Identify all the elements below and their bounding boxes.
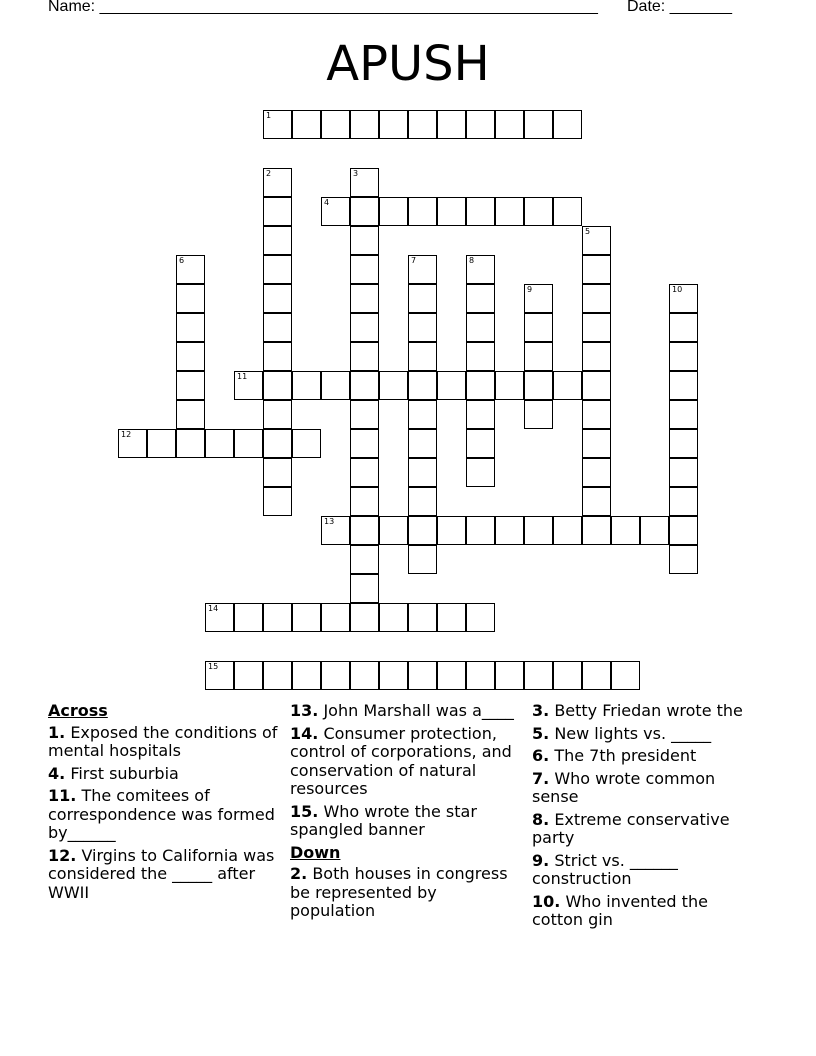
crossword-cell[interactable] bbox=[524, 284, 553, 313]
clue-text: New lights vs. _____ bbox=[554, 723, 712, 743]
crossword-cell[interactable] bbox=[379, 603, 408, 632]
crossword-cell[interactable] bbox=[553, 110, 582, 139]
crossword-cell[interactable] bbox=[524, 400, 553, 429]
crossword-cell[interactable] bbox=[321, 197, 350, 226]
clue-number: 2. bbox=[290, 864, 308, 883]
crossword-cell[interactable] bbox=[205, 603, 234, 632]
crossword-cell[interactable] bbox=[582, 458, 611, 487]
crossword-cell[interactable] bbox=[408, 313, 437, 342]
crossword-cell[interactable] bbox=[495, 516, 524, 545]
crossword-cell[interactable] bbox=[466, 371, 495, 400]
cell-number: 6 bbox=[179, 256, 185, 265]
clue-across-12 bbox=[48, 847, 288, 903]
crossword-cell[interactable] bbox=[466, 661, 495, 690]
crossword-cell[interactable] bbox=[350, 255, 379, 284]
crossword-cell[interactable] bbox=[611, 661, 640, 690]
crossword-cell[interactable] bbox=[553, 661, 582, 690]
clue-number: 13. bbox=[290, 701, 319, 720]
crossword-cell[interactable] bbox=[350, 371, 379, 400]
crossword-cell[interactable] bbox=[176, 313, 205, 342]
cell-number: 10 bbox=[672, 285, 683, 294]
crossword-cell[interactable] bbox=[292, 429, 321, 458]
crossword-cell[interactable] bbox=[379, 110, 408, 139]
crossword-cell[interactable] bbox=[263, 226, 292, 255]
clue-down-10 bbox=[532, 893, 757, 930]
crossword-cell[interactable] bbox=[466, 313, 495, 342]
clue-down-6 bbox=[532, 747, 757, 766]
crossword-cell[interactable] bbox=[437, 110, 466, 139]
clue-number: 4. bbox=[48, 763, 66, 783]
crossword-cell[interactable] bbox=[350, 110, 379, 139]
crossword-cell[interactable] bbox=[669, 284, 698, 313]
clue-number: 9. bbox=[532, 850, 550, 870]
cell-number: 7 bbox=[411, 256, 417, 265]
crossword-cell[interactable] bbox=[321, 603, 350, 632]
clue-number: 15. bbox=[290, 801, 319, 821]
crossword-cell[interactable] bbox=[582, 255, 611, 284]
crossword-cell[interactable] bbox=[582, 400, 611, 429]
crossword-cell[interactable] bbox=[118, 429, 147, 458]
crossword-cell[interactable] bbox=[321, 516, 350, 545]
crossword-cell[interactable] bbox=[669, 487, 698, 516]
crossword-cell[interactable] bbox=[263, 342, 292, 371]
crossword-cell[interactable] bbox=[263, 458, 292, 487]
clue-number: 6. bbox=[532, 746, 550, 765]
clue-text: Who invented the cotton gin bbox=[532, 891, 708, 929]
crossword-cell[interactable] bbox=[669, 400, 698, 429]
clue-text: Virgins to California was considered the _____ after WWII bbox=[48, 845, 275, 902]
crossword-cell[interactable] bbox=[466, 516, 495, 545]
crossword-cell[interactable] bbox=[466, 458, 495, 487]
clue-number: 14. bbox=[290, 723, 319, 743]
crossword-cell[interactable] bbox=[408, 429, 437, 458]
crossword-cell[interactable] bbox=[321, 110, 350, 139]
crossword-cell[interactable] bbox=[176, 342, 205, 371]
crossword-cell[interactable] bbox=[466, 284, 495, 313]
crossword-cell[interactable] bbox=[408, 458, 437, 487]
clue-number: 12. bbox=[48, 845, 77, 865]
crossword-cell[interactable] bbox=[408, 197, 437, 226]
crossword-cell[interactable] bbox=[408, 255, 437, 284]
crossword-cell[interactable] bbox=[292, 110, 321, 139]
crossword-cell[interactable] bbox=[205, 429, 234, 458]
clue-down-2 bbox=[290, 865, 515, 921]
crossword-cell[interactable] bbox=[350, 313, 379, 342]
crossword-cell[interactable] bbox=[553, 371, 582, 400]
crossword-cell[interactable] bbox=[437, 603, 466, 632]
crossword-cell[interactable] bbox=[495, 197, 524, 226]
crossword-cell[interactable] bbox=[524, 516, 553, 545]
clue-text: The 7th president bbox=[554, 746, 697, 765]
crossword-cell[interactable] bbox=[437, 197, 466, 226]
crossword-cell[interactable] bbox=[582, 429, 611, 458]
clue-text: Who wrote common sense bbox=[532, 768, 716, 806]
crossword-cell[interactable] bbox=[582, 284, 611, 313]
crossword-cell[interactable] bbox=[640, 516, 669, 545]
crossword-cell[interactable] bbox=[263, 110, 292, 139]
crossword-cell[interactable] bbox=[408, 371, 437, 400]
crossword-cell[interactable] bbox=[350, 226, 379, 255]
crossword-cell[interactable] bbox=[466, 197, 495, 226]
crossword-cell[interactable] bbox=[408, 400, 437, 429]
crossword-cell[interactable] bbox=[495, 371, 524, 400]
clue-number: 10. bbox=[532, 891, 561, 911]
crossword-cell[interactable] bbox=[234, 603, 263, 632]
crossword-cell[interactable] bbox=[495, 661, 524, 690]
clue-number: 3. bbox=[532, 701, 550, 720]
clue-text: John Marshall was a____ bbox=[323, 701, 514, 720]
clue-down-3 bbox=[532, 702, 757, 721]
cell-number: 3 bbox=[353, 169, 359, 178]
crossword-cell[interactable] bbox=[176, 284, 205, 313]
crossword-cell[interactable] bbox=[408, 545, 437, 574]
crossword-cell[interactable] bbox=[263, 197, 292, 226]
clue-text: Strict vs. ______ construction bbox=[532, 850, 678, 888]
crossword-cell[interactable] bbox=[408, 487, 437, 516]
crossword-cell[interactable] bbox=[263, 168, 292, 197]
cell-number: 5 bbox=[585, 227, 591, 236]
crossword-cell[interactable] bbox=[408, 516, 437, 545]
crossword-cell[interactable] bbox=[408, 661, 437, 690]
crossword-cell[interactable] bbox=[350, 603, 379, 632]
cell-number: 11 bbox=[237, 372, 248, 381]
crossword-cell[interactable] bbox=[263, 255, 292, 284]
crossword-cell[interactable] bbox=[234, 429, 263, 458]
clue-text: First suburbia bbox=[70, 763, 179, 783]
clue-across-4 bbox=[48, 765, 288, 784]
crossword-cell[interactable] bbox=[669, 371, 698, 400]
crossword-cell[interactable] bbox=[408, 284, 437, 313]
crossword-cell[interactable] bbox=[379, 661, 408, 690]
crossword-cell[interactable] bbox=[437, 371, 466, 400]
crossword-cell[interactable] bbox=[263, 284, 292, 313]
crossword-cell[interactable] bbox=[524, 110, 553, 139]
crossword-cell[interactable] bbox=[379, 516, 408, 545]
clue-number: 1. bbox=[48, 722, 66, 742]
clue-down-9 bbox=[532, 852, 757, 889]
crossword-cell[interactable] bbox=[350, 661, 379, 690]
cell-number: 13 bbox=[324, 517, 335, 526]
crossword-cell[interactable] bbox=[379, 197, 408, 226]
crossword-cell[interactable] bbox=[234, 661, 263, 690]
crossword-cell[interactable] bbox=[350, 516, 379, 545]
crossword-cell[interactable] bbox=[350, 429, 379, 458]
crossword-cell[interactable] bbox=[263, 487, 292, 516]
crossword-cell[interactable] bbox=[408, 110, 437, 139]
crossword-cell[interactable] bbox=[524, 661, 553, 690]
crossword-cell[interactable] bbox=[524, 342, 553, 371]
clue-across-14 bbox=[290, 725, 515, 799]
crossword-cell[interactable] bbox=[350, 458, 379, 487]
crossword-cell[interactable] bbox=[408, 603, 437, 632]
clue-across-13 bbox=[290, 702, 515, 721]
crossword-cell[interactable] bbox=[350, 342, 379, 371]
clue-text: Who wrote the star spangled banner bbox=[290, 801, 477, 839]
across-heading: Across bbox=[48, 701, 108, 720]
crossword-cell[interactable] bbox=[437, 661, 466, 690]
cell-number: 2 bbox=[266, 169, 272, 178]
crossword-cell[interactable] bbox=[379, 371, 408, 400]
clue-down-5 bbox=[532, 725, 757, 744]
clue-number: 7. bbox=[532, 768, 550, 788]
down-heading: Down bbox=[290, 842, 341, 862]
clue-text: Consumer protection, control of corporations, and conservation of natural resources bbox=[290, 723, 512, 798]
crossword-cell[interactable] bbox=[466, 110, 495, 139]
crossword-cell[interactable] bbox=[292, 371, 321, 400]
clue-text: Betty Friedan wrote the bbox=[554, 701, 743, 720]
crossword-cell[interactable] bbox=[263, 429, 292, 458]
clue-number: 8. bbox=[532, 809, 550, 829]
crossword-cell[interactable] bbox=[582, 226, 611, 255]
clue-number: 5. bbox=[532, 723, 550, 743]
crossword-cell[interactable] bbox=[582, 516, 611, 545]
crossword-cell[interactable] bbox=[524, 197, 553, 226]
clue-down-8 bbox=[532, 811, 757, 848]
crossword-cell[interactable] bbox=[524, 371, 553, 400]
crossword-cell[interactable] bbox=[582, 371, 611, 400]
cell-number: 1 bbox=[266, 111, 272, 120]
crossword-cell[interactable] bbox=[321, 371, 350, 400]
crossword-cell[interactable] bbox=[350, 487, 379, 516]
crossword-cell[interactable] bbox=[466, 400, 495, 429]
clue-number: 11. bbox=[48, 786, 77, 805]
crossword-cell[interactable] bbox=[263, 400, 292, 429]
clue-column-1 bbox=[48, 702, 288, 906]
crossword-cell[interactable] bbox=[669, 342, 698, 371]
cell-number: 8 bbox=[469, 256, 475, 265]
crossword-cell[interactable] bbox=[350, 400, 379, 429]
crossword-cell[interactable] bbox=[524, 313, 553, 342]
crossword-cell[interactable] bbox=[553, 197, 582, 226]
clue-text: Exposed the conditions of mental hospitals bbox=[48, 722, 278, 760]
crossword-cell[interactable] bbox=[466, 255, 495, 284]
crossword-cell[interactable] bbox=[263, 603, 292, 632]
crossword-cell[interactable] bbox=[669, 458, 698, 487]
crossword-cell[interactable] bbox=[611, 516, 640, 545]
crossword-cell[interactable] bbox=[350, 574, 379, 603]
crossword-cell[interactable] bbox=[408, 342, 437, 371]
cell-number: 9 bbox=[527, 285, 533, 294]
crossword-cell[interactable] bbox=[495, 110, 524, 139]
crossword-cell[interactable] bbox=[669, 545, 698, 574]
clue-text: Both houses in congress be represented by population bbox=[290, 864, 508, 920]
crossword-cell[interactable] bbox=[176, 429, 205, 458]
crossword-cell[interactable] bbox=[582, 487, 611, 516]
cell-number: 14 bbox=[208, 604, 219, 613]
crossword-cell[interactable] bbox=[176, 400, 205, 429]
crossword-cell[interactable] bbox=[234, 371, 263, 400]
crossword-cell[interactable] bbox=[263, 313, 292, 342]
crossword-cell[interactable] bbox=[263, 371, 292, 400]
crossword-cell[interactable] bbox=[669, 516, 698, 545]
crossword-cell[interactable] bbox=[350, 168, 379, 197]
crossword-cell[interactable] bbox=[466, 429, 495, 458]
crossword-cell[interactable] bbox=[669, 313, 698, 342]
cell-number: 15 bbox=[208, 662, 219, 671]
clue-text: Extreme conservative party bbox=[532, 809, 730, 847]
crossword-cell[interactable] bbox=[553, 516, 582, 545]
crossword-cell[interactable] bbox=[582, 342, 611, 371]
crossword-cell[interactable] bbox=[292, 603, 321, 632]
clue-across-11 bbox=[48, 787, 288, 843]
crossword-cell[interactable] bbox=[350, 197, 379, 226]
crossword-cell[interactable] bbox=[205, 661, 234, 690]
crossword-cell[interactable] bbox=[582, 313, 611, 342]
crossword-cell[interactable] bbox=[582, 661, 611, 690]
crossword-cell[interactable] bbox=[350, 545, 379, 574]
clue-across-1 bbox=[48, 724, 288, 761]
crossword-cell[interactable] bbox=[176, 255, 205, 284]
crossword-cell[interactable] bbox=[176, 371, 205, 400]
crossword-cell[interactable] bbox=[292, 661, 321, 690]
clue-text: The comitees of correspondence was formed by______ bbox=[48, 786, 275, 842]
crossword-cell[interactable] bbox=[437, 516, 466, 545]
date-field[interactable]: Date: _______ bbox=[627, 0, 732, 15]
page-title: APUSH bbox=[326, 36, 490, 92]
cell-number: 12 bbox=[121, 430, 132, 439]
crossword-cell[interactable] bbox=[321, 661, 350, 690]
cell-number: 4 bbox=[324, 198, 330, 207]
crossword-cell[interactable] bbox=[350, 284, 379, 313]
clue-column-3 bbox=[532, 702, 757, 934]
name-field[interactable]: Name: ________________________________________________________ bbox=[48, 0, 598, 15]
clue-down-7 bbox=[532, 770, 757, 807]
crossword-cell[interactable] bbox=[147, 429, 176, 458]
clue-across-15 bbox=[290, 803, 515, 840]
crossword-cell[interactable] bbox=[466, 342, 495, 371]
crossword-cell[interactable] bbox=[466, 603, 495, 632]
clue-column-2 bbox=[290, 702, 515, 925]
crossword-cell[interactable] bbox=[669, 429, 698, 458]
crossword-cell[interactable] bbox=[263, 661, 292, 690]
